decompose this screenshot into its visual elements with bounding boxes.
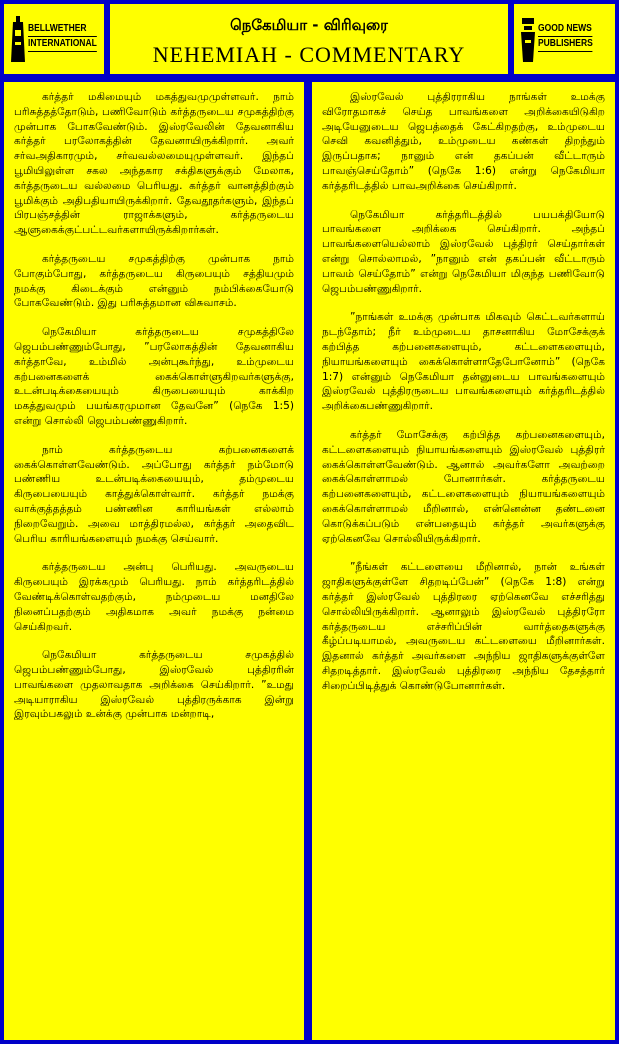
logo-right-line1: GOOD NEWS bbox=[538, 22, 593, 37]
paragraph: நெகேமியா கர்த்தருடைய சமுகத்தில் ஜெபம்பண்ணும்போது, இஸ்ரவேல் புத்திரரின் பாவங்களை முதலாவதாக அறிக்கை செய்கிறார். ”உமது அடியாராகிய இஸ்ரவேல் புத்திரருக்காக இன்று இரவும்பகலும் உன்க்கு முன்பாக மன்றாடி, bbox=[14, 649, 294, 721]
publisher-logo-left bbox=[4, 4, 104, 74]
paragraph: கர்த்தருடைய சமுகத்திற்கு முன்பாக நாம் போகும்போது, கர்த்தருடைய கிருபையும் சத்தியமும் நமக்கு கிடைக்கும் என்னும் நம்பிக்கையோடு போகவேண்டும். இது பரிசுத்தமான விசுவாசம். bbox=[14, 252, 294, 310]
paragraph: கர்த்தருடைய அன்பு பெரியது. அவருடைய கிருபையும் இரக்கமும் பெரியது. நாம் கர்த்தரிடத்தில் வேண்டிக்கொள்வதற்கும், நம்முடைய மனதிலே நினைப்பதற்கும் அதிகமாக அவர் நமக்கு நன்மை செய்கிறவர். bbox=[14, 561, 294, 633]
paragraph: ”நீங்கள் கட்டளையை மீறினால், நான் உங்கள் ஜாதிகளுக்குள்ளே சிதறடிப்பேன்” (நெகே 1:8) என்று கர்த்தர் இஸ்ரவேல் புத்திரரை ஏற்கெனவே எச்சரித்து சொல்லியிருக்கிறார். ஆனாலும் இஸ்ரவேல் புத்திரரோ கர்த்தருடைய எச்சரிப்பின் வார்த்தைகளுக்கு கீழ்ப்படியாமல், அவருடைய கட்டளையை மீறினார்கள். இதனால் கர்த்தர் அவர்களை அந்நிய ஜாதிகளுக்குள்ளே சிதறடித்தார். இஸ்ரவேல் புத்திரரை அந்நிய தேசத்தார் சிறைப்பிடித்துக் கொண்டுபோனார்கள். bbox=[322, 561, 605, 692]
paragraph: இஸ்ரவேல் புத்திரராகிய நாங்கள் உமக்கு விரோதமாகச் செய்த பாவங்களை அறிக்கையிடுகிற அடியேனுடைய ஜெபத்தைக் கேட்கிறதற்கு, உம்முடைய செவி கவனித்தும், உம்முடைய கண்கள் திறந்தும் இருப்பதாக; நானும் என் தகப்பன் வீட்டாரும் பாவஞ்செய்தோம்” (நெகே 1:6) என்று நெகேமியா கர்த்தரிடத்தில் பாவஅறிக்கை செய்கிறார். bbox=[322, 91, 605, 192]
paragraph: நெகேமியா கர்த்தருடைய சமுகத்திலே ஜெபம்பண்ணும்போது, ”பரலோகத்தின் தேவனாகிய கர்த்தாவே, உம்மில் அன்புகூர்ந்து, உம்முடைய கற்பனைகளைக் கைக்கொள்ளுகிறவர்களுக்கு, உடன்படிக்கையையும் கிருபையையும் காக்கிற மகத்துவமும் பயங்கரமுமான தேவனே” (நெகே 1:5) என்று சொல்லி ஜெபம்பண்ணுகிறார். bbox=[14, 326, 294, 427]
logo-left-line2: INTERNATIONAL bbox=[28, 37, 97, 52]
book-stack-icon bbox=[520, 16, 536, 62]
paragraph: கர்த்தர் மோசேக்கு கற்பித்த கற்பனைகளையும், கட்டளைகளையும் நியாயங்களையும் இஸ்ரவேல் புத்திரர் கைக்கொள்ளவேண்டும். ஆனால் அவர்களோ அவற்றை கைக்கொள்ளாமல் போனார்கள். கர்த்தருடைய கற்பனைகளையும், கட்டளைகளையும் நியாயங்களையும் கைக்கொள்ளாமல் மீறினால், என்னென்ன தண்டனை கொடுக்கப்படும் என்பதையும் கர்த்தர் அவர்களுக்கு ஏற்கெனவே சொல்லியிருக்கிறார். bbox=[322, 428, 605, 545]
title-english: NEHEMIAH - COMMENTARY bbox=[152, 42, 466, 67]
logo-right-line2: PUBLISHERS bbox=[538, 37, 593, 52]
publisher-logo-right bbox=[514, 4, 615, 74]
bell-tower-icon bbox=[10, 16, 26, 62]
right-text-column bbox=[312, 82, 615, 1040]
page-header bbox=[110, 4, 508, 74]
logo-left-line1: BELLWETHER bbox=[28, 22, 97, 37]
paragraph: ”நாங்கள் உமக்கு முன்பாக மிகவும் கெட்டவர்களாய் நடந்தோம்; நீர் உம்முடைய தாசனாகிய மோசேக்குக் கற்பித்த கற்பனைகளையும், கட்டளைகளையும், நியாயங்களையும் கைக்கொள்ளாதேபோனோம்” (நெகே 1:7) என்னும் நெகேமியா தன்னுடைய பாவங்களையும் இஸ்ரவேல் புத்திரருடைய பாவங்களையும் கர்த்தரிடத்தில் அறிக்கைபண்ணுகிறார். bbox=[322, 311, 605, 413]
left-text-column bbox=[4, 82, 304, 1040]
paragraph: நாம் கர்த்தருடைய கற்பனைகளைக் கைக்கொள்ளவேண்டும். அப்போது கர்த்தர் நம்மோடு பண்ணிய உடன்படிக்கையையும், தம்முடைய கிருபையையும் காத்துக்கொள்வார். கர்த்தர் நமக்கு வாக்குத்தத்தம் பண்ணின காரியங்கள் எல்லாம் நிறைவேறும். அவை மாத்திரமல்ல, கர்த்தர் அதைவிட பெரிய காரியங்களையும் நமக்கு செய்வார். bbox=[14, 443, 294, 545]
title-tamil: நெகேமியா - விரிவுரை bbox=[230, 16, 388, 34]
paragraph: நெகேமியா கர்த்தரிடத்தில் பயபக்தியோடு பாவங்களை அறிக்கை செய்கிறார். அந்தப் பாவங்களையெல்லாம் இஸ்ரவேல் புத்திரர் செய்தார்கள் என்று சொல்லாமல், ”நானும் என் தகப்பன் வீட்டாரும் பாவம் செய்தோம்” என்று நெகேமியா மிகுந்த பணிவோடு ஜெபம்பண்ணுகிறார். bbox=[322, 208, 605, 295]
paragraph: கர்த்தர் மகிமையும் மகத்துவமுமுள்ளவர். நாம் பரிசுத்தத்தோடும், பணிவோடும் கர்த்தருடைய சமுகத்திற்கு முன்பாக போகவேண்டும். இஸ்ரவேலின் தேவனாகிய கர்த்தர் பரலோகத்தின் தேவனாயிருக்கிறார். அவர் சர்வஅதிகாரமும், சர்வவல்லமையுமுள்ளவர். இந்தப் பூமியிலுள்ள சகல அந்தகார சக்திகளுக்கும் மேலாக, கர்த்தருடைய வல்லமை பெரியது. கர்த்தர் வானத்திற்கும் பூமிக்கும் அதிபதியாயிருக்கிறார். தேவதூதர்களும், இந்தப் பிரபஞ்சத்தின் ராஜாக்களும், கர்த்தருடைய ஆளுகைக்குட்பட்டவர்களாயிருக்கிறார்கள். bbox=[14, 91, 294, 237]
